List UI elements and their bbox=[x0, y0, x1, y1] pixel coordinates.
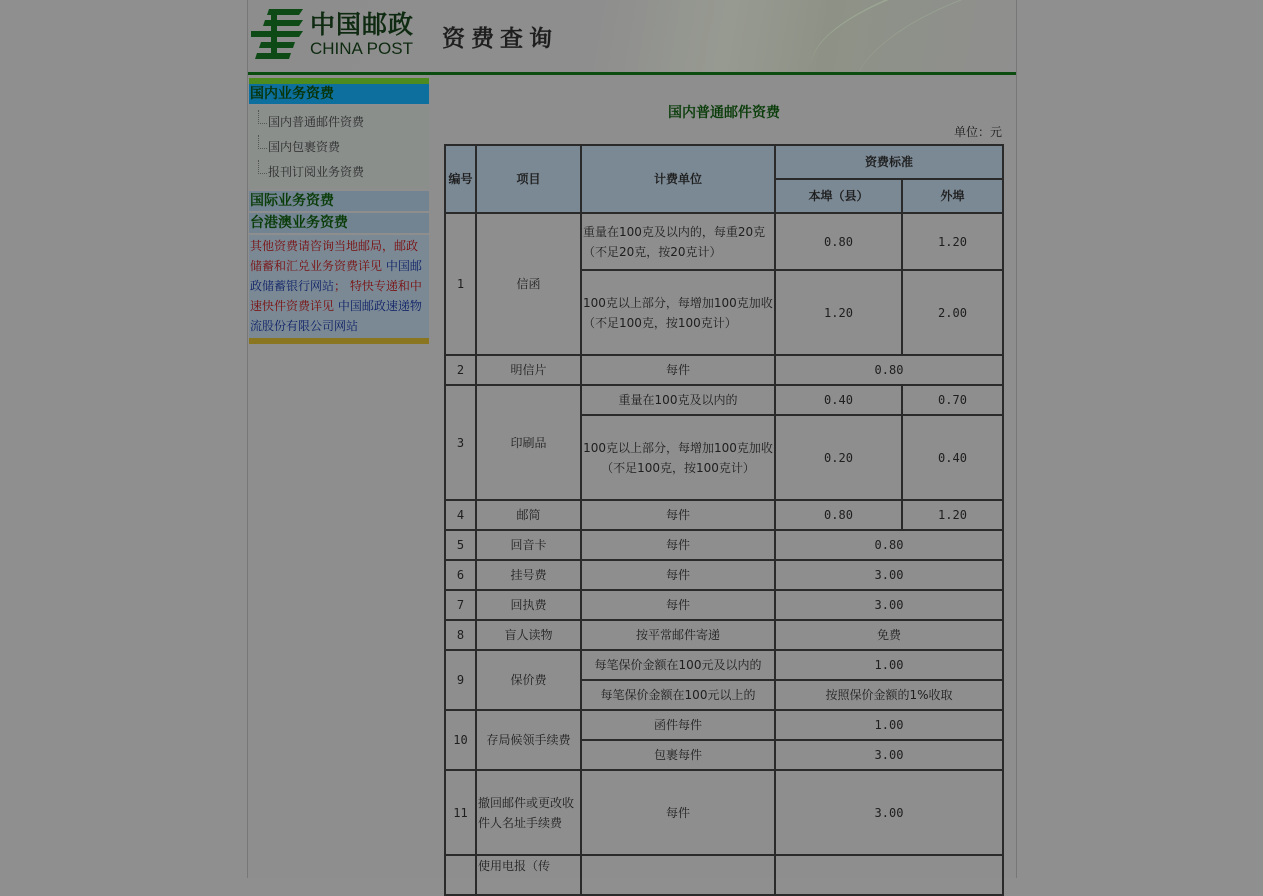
cell-unit bbox=[581, 855, 775, 895]
cell-fee-local: 0.80 bbox=[775, 500, 902, 530]
cell-unit: 每笔保价金额在100元及以内的 bbox=[581, 650, 775, 680]
cell-fee: 按照保价金额的1%收取 bbox=[775, 680, 1003, 710]
header-unit: 计费单位 bbox=[581, 145, 775, 213]
cell-unit: 每件 bbox=[581, 770, 775, 855]
header-standard: 资费标准 bbox=[775, 145, 1003, 179]
cell-unit: 按平常邮件寄递 bbox=[581, 620, 775, 650]
fee-table bbox=[444, 144, 1004, 896]
logo-chinese-text: 中国邮政 bbox=[310, 10, 415, 39]
cell-fee: 0.80 bbox=[775, 530, 1003, 560]
cell-fee-local: 0.80 bbox=[775, 213, 902, 270]
header-local: 本埠（县） bbox=[775, 179, 902, 213]
cell-no: 5 bbox=[445, 530, 476, 560]
table-row bbox=[445, 590, 1003, 620]
cell-no bbox=[445, 855, 476, 895]
sidebar-item-label: 报刊订阅业务资费 bbox=[268, 165, 365, 179]
cell-unit: 每笔保价金额在100元以上的 bbox=[581, 680, 775, 710]
cell-no: 6 bbox=[445, 560, 476, 590]
sidebar-item-label: 国内包裹资费 bbox=[268, 140, 341, 154]
cell-no: 8 bbox=[445, 620, 476, 650]
cell-fee: 3.00 bbox=[775, 770, 1003, 855]
cell-unit-note: （不足100克，按100克计） bbox=[583, 315, 737, 330]
table-row bbox=[445, 355, 1003, 385]
cell-item: 存局候领手续费 bbox=[476, 710, 581, 770]
table-title: 国内普通邮件资费 bbox=[668, 105, 780, 121]
sidebar bbox=[249, 78, 429, 344]
cell-fee: 3.00 bbox=[775, 740, 1003, 770]
cell-unit: 重量在100克及以内的，每重20克（不足20克，按20克计） bbox=[581, 213, 775, 270]
cell-fee: 0.80 bbox=[775, 355, 1003, 385]
table-row bbox=[445, 620, 1003, 650]
table-row bbox=[445, 530, 1003, 560]
cell-unit-note: （不足100克，按100克计） bbox=[601, 460, 755, 475]
cell-item: 回音卡 bbox=[476, 530, 581, 560]
header-item: 项目 bbox=[476, 145, 581, 213]
cell-item: 回执费 bbox=[476, 590, 581, 620]
table-row bbox=[445, 710, 1003, 740]
cell-unit bbox=[581, 270, 775, 355]
tree-connector-icon bbox=[258, 110, 267, 124]
cell-unit bbox=[581, 415, 775, 500]
cell-item: 信函 bbox=[476, 213, 581, 355]
page-container bbox=[247, 0, 1017, 878]
cell-no: 4 bbox=[445, 500, 476, 530]
cell-fee-local: 0.40 bbox=[775, 385, 902, 415]
cell-item: 挂号费 bbox=[476, 560, 581, 590]
cell-fee-nonlocal: 1.20 bbox=[902, 500, 1003, 530]
sidebar-item-domestic-parcel[interactable] bbox=[249, 135, 429, 160]
sidebar-bottom-bar bbox=[249, 338, 429, 344]
table-row bbox=[445, 500, 1003, 530]
cell-fee-local: 1.20 bbox=[775, 270, 902, 355]
cell-no: 11 bbox=[445, 770, 476, 855]
cell-unit: 每件 bbox=[581, 355, 775, 385]
cell-no: 2 bbox=[445, 355, 476, 385]
cell-no: 10 bbox=[445, 710, 476, 770]
cell-fee-local: 0.20 bbox=[775, 415, 902, 500]
sidebar-category-domestic[interactable]: 国内业务资费 bbox=[249, 84, 429, 104]
cell-fee-nonlocal: 0.40 bbox=[902, 415, 1003, 500]
cell-fee: 1.00 bbox=[775, 650, 1003, 680]
cell-fee: 3.00 bbox=[775, 590, 1003, 620]
table-row bbox=[445, 213, 1003, 270]
postal-savings-bank-link[interactable]: 中国邮政储蓄银行网站 bbox=[250, 259, 422, 293]
cell-item: 盲人读物 bbox=[476, 620, 581, 650]
cell-no: 7 bbox=[445, 590, 476, 620]
ems-logistics-link[interactable]: 中国邮政速递物流股份有限公司网站 bbox=[250, 299, 422, 333]
header-banner bbox=[248, 0, 1016, 72]
cell-item: 印刷品 bbox=[476, 385, 581, 500]
cell-unit: 函件每件 bbox=[581, 710, 775, 740]
sidebar-category-international[interactable]: 国际业务资费 bbox=[249, 191, 429, 211]
cell-fee: 3.00 bbox=[775, 560, 1003, 590]
unit-label: 单位：元 bbox=[953, 125, 1002, 139]
sidebar-item-newspaper-subscription[interactable] bbox=[249, 160, 429, 185]
cell-fee bbox=[775, 855, 1003, 895]
page-heading: 资费查询 bbox=[442, 26, 558, 52]
cell-item: 保价费 bbox=[476, 650, 581, 710]
cell-unit: 每件 bbox=[581, 500, 775, 530]
cell-unit: 每件 bbox=[581, 590, 775, 620]
cell-unit: 每件 bbox=[581, 560, 775, 590]
table-row bbox=[445, 385, 1003, 415]
sidebar-subitems bbox=[249, 106, 429, 189]
sidebar-item-domestic-mail[interactable] bbox=[249, 110, 429, 135]
note-text-1: 其他资费请咨询当地邮局，邮政储蓄和汇兑业务资费详见 bbox=[250, 239, 419, 273]
note-text-2: ； 特快专递和中速快件资费详见 bbox=[250, 279, 422, 313]
header-no: 编号 bbox=[445, 145, 476, 213]
cell-item: 邮简 bbox=[476, 500, 581, 530]
header-nonlocal: 外埠 bbox=[902, 179, 1003, 213]
cell-no: 1 bbox=[445, 213, 476, 355]
sidebar-note bbox=[249, 235, 429, 338]
cell-unit: 包裹每件 bbox=[581, 740, 775, 770]
cell-unit: 重量在100克及以内的 bbox=[581, 385, 775, 415]
cell-unit-line: 100克以上部分，每增加100克加收 bbox=[583, 295, 773, 310]
table-row bbox=[445, 770, 1003, 855]
sidebar-item-label: 国内普通邮件资费 bbox=[268, 115, 365, 129]
cell-no: 9 bbox=[445, 650, 476, 710]
cell-unit: 每件 bbox=[581, 530, 775, 560]
cell-unit-line: 100克以上部分，每增加100克加收 bbox=[583, 440, 773, 455]
logo-english-text: CHINA POST bbox=[310, 39, 413, 58]
tree-connector-icon bbox=[258, 135, 267, 149]
main-content bbox=[444, 100, 1004, 896]
china-post-logo-icon bbox=[251, 9, 303, 59]
header-divider bbox=[248, 72, 1016, 75]
table-row bbox=[445, 560, 1003, 590]
cell-item: 撤回邮件或更改收件人名址手续费 bbox=[476, 770, 581, 855]
cell-fee-nonlocal: 0.70 bbox=[902, 385, 1003, 415]
cell-fee-nonlocal: 1.20 bbox=[902, 213, 1003, 270]
cell-item: 明信片 bbox=[476, 355, 581, 385]
cell-fee: 1.00 bbox=[775, 710, 1003, 740]
tree-connector-icon bbox=[258, 160, 267, 174]
sidebar-category-hk-macao-taiwan[interactable]: 台港澳业务资费 bbox=[249, 213, 429, 233]
table-row bbox=[445, 855, 1003, 895]
table-row bbox=[445, 650, 1003, 680]
cell-item: 使用电报（传 bbox=[476, 855, 581, 895]
cell-fee: 免费 bbox=[775, 620, 1003, 650]
cell-fee-nonlocal: 2.00 bbox=[902, 270, 1003, 355]
cell-no: 3 bbox=[445, 385, 476, 500]
